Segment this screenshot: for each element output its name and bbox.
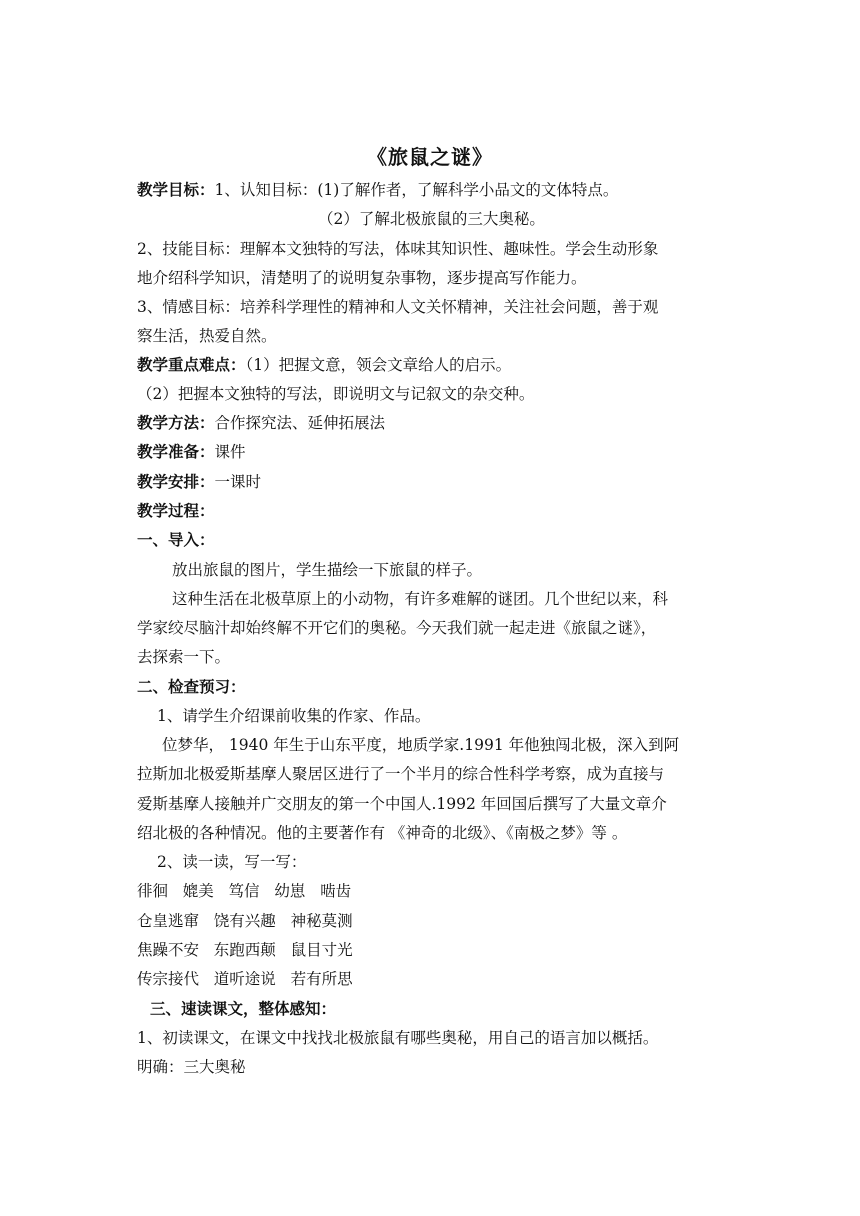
section-3-answer: 明确：三大奥秘 [137,1058,246,1076]
skills-line-1: 2、技能目标：理解本文独特的写法，体味其知识性、趣味性。学会生动形象 [137,240,659,258]
section-1-heading: 一、导入： [137,530,215,549]
objectives-line-2: （2）了解北极旅鼠的三大奥秘。 [318,210,545,228]
schedule-line [137,472,261,492]
objectives-text-1: 1、认知目标：(1)了解作者，了解科学小品文的文体特点。 [214,181,619,199]
section-3-heading: 三、速读课文，整体感知： [150,999,337,1018]
emotion-line-1: 3、情感目标：培养科学理性的精神和人文关怀精神，关注社会问题，善于观 [137,298,659,316]
vocab-row-1: 徘徊 媲美 笃信 幼崽 啮齿 [137,882,352,900]
key-points-text-1: （1）把握文意，领会文章给人的启示。 [245,356,512,374]
schedule-label: 教学安排： [137,472,215,491]
objectives-line-1 [137,180,618,200]
skills-line-2: 地介绍科学知识，清楚明了的说明复杂事物，逐步提高写作能力。 [137,269,587,287]
vocab-row-2: 仓皇逃窜 饶有兴趣 神秘莫测 [137,912,353,930]
objectives-label: 教学目标： [137,180,215,199]
schedule-value: 一课时 [214,473,262,491]
method-label: 教学方法： [137,413,215,432]
key-points-label: 教学重点难点： [137,355,246,374]
prep-value: 课件 [214,443,246,461]
section-2-item-2: 2、读一读，写一写： [157,853,307,871]
method-line [137,413,385,433]
vocab-row-3: 焦躁不安 东跑西颠 鼠目寸光 [137,941,353,959]
prep-label: 教学准备： [137,442,215,461]
key-points-line-1 [137,355,511,375]
section-3-question-1: 1、初读课文，在课文中找找北极旅鼠有哪些奥秘，用自己的语言加以概括。 [137,1029,659,1047]
author-bio-line-3: 爱斯基摩人接触并广交朋友的第一个中国人.1992 年回国后撰写了大量文章介 [137,795,667,813]
section-1-paragraph-2c: 去探索一下。 [137,648,231,666]
method-value: 合作探究法、延伸拓展法 [214,414,386,432]
author-bio-line-2: 拉斯加北极爱斯基摩人聚居区进行了一个半月的综合性科学考察，成为直接与 [137,765,665,783]
key-points-line-2: （2）把握本文独特的写法，即说明文与记叙文的杂交种。 [137,385,535,403]
document-title: 《旅鼠之谜》 [367,145,493,169]
section-2-heading: 二、检查预习： [137,677,246,696]
author-bio-line-1: 位梦华， 1940 年生于山东平度，地质学家.1991 年他独闯北极，深入到阿 [162,736,680,754]
process-label: 教学过程： [137,501,215,520]
vocab-row-4: 传宗接代 道听途说 若有所思 [137,970,353,988]
section-1-paragraph-1: 放出旅鼠的图片，学生描绘一下旅鼠的样子。 [172,561,483,579]
prep-line [137,442,246,462]
section-2-item-1: 1、请学生介绍课前收集的作家、作品。 [157,707,431,725]
section-1-paragraph-2b: 学家绞尽脑汁却始终解不开它们的奥秘。今天我们就一起走进《旅鼠之谜》， [137,619,657,637]
section-1-paragraph-2a: 这种生活在北极草原上的小动物，有许多难解的谜团。几个世纪以来，科 [172,590,669,608]
emotion-line-2: 察生活，热爱自然。 [137,327,277,345]
author-bio-line-4: 绍北极的各种情况。他的主要著作有 《神奇的北级》、《南极之梦》等 。 [137,824,628,842]
